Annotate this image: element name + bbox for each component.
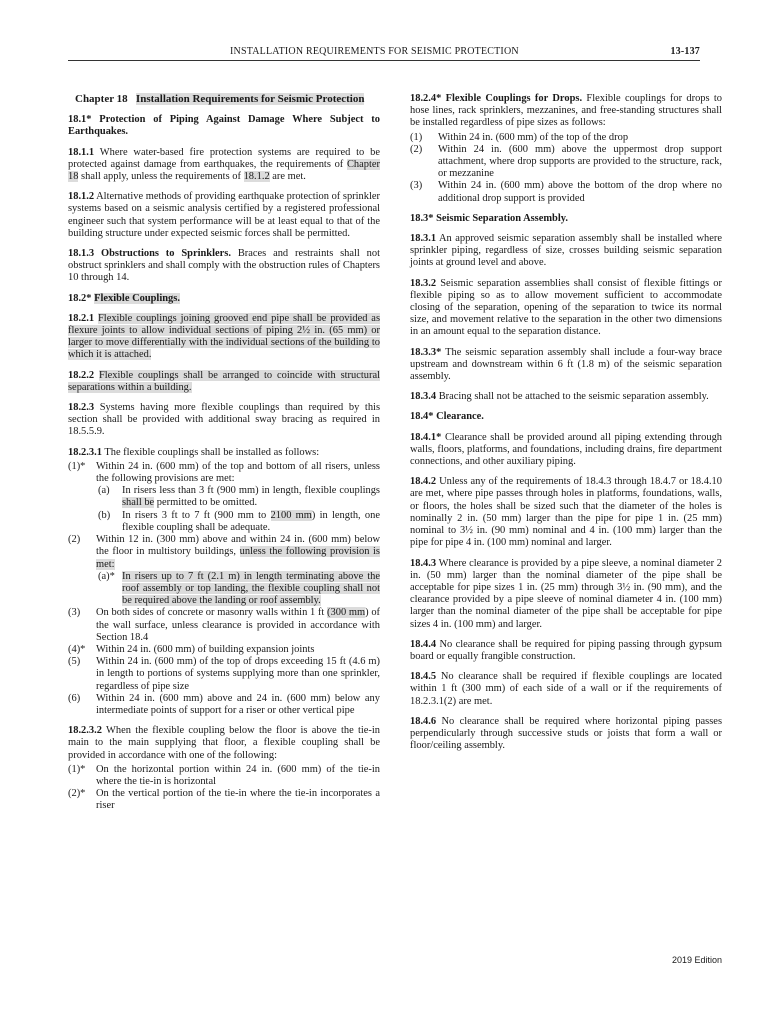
paragraph-18-1-1: [68, 147, 380, 184]
list-marker: (3): [410, 180, 423, 192]
paragraph-number: 18.3.1: [410, 233, 437, 245]
chapter-heading: [75, 93, 380, 105]
paragraph-text: When the flexible coupling below the floor is above the tie-in main to the main supplying that floor, a flexible coupling shall be provided in accordance with one of the following:: [68, 725, 381, 761]
highlighted-text: Flexible couplings shall be arranged to coincide with structural separations within a building.: [68, 369, 380, 393]
running-header: [68, 44, 700, 61]
section-18-3: [410, 213, 722, 225]
list-item-text: Within 24 in. (600 mm) above the uppermost drop support attachment, where drop supports are provided to the structure, rack, or mezzanine: [438, 143, 722, 180]
section-number: 18.1*: [68, 114, 92, 126]
section-title: Protection of Piping Against Damage Where Subject to Earthquakes.: [68, 114, 380, 138]
list-item-text: ) in length, one flexible coupling shall be adequate.: [122, 509, 380, 533]
paragraph-18-4-3: [410, 558, 722, 631]
paragraph-text: Systems having more flexible couplings than required by this section shall be provided with additional sway bracing as required in 18.5.5.9.: [68, 402, 381, 438]
list-item-text: Within 24 in. (600 mm) above the bottom of the drop where no additional drop support is provided: [438, 180, 722, 204]
list-marker: (5): [68, 656, 81, 668]
list-item-text: In risers less than 3 ft (900 mm) in length, flexible couplings: [122, 485, 380, 497]
paragraph-18-2-3: [68, 402, 380, 439]
list-item-text: Within 24 in. (600 mm) of building expansion joints: [96, 643, 315, 655]
paragraph-number: 18.4.2: [410, 476, 437, 488]
list-marker: (4)*: [68, 643, 86, 655]
paragraph-18-1-3: [68, 248, 380, 285]
list-subitem: [68, 485, 380, 509]
drop-coupling-list: [410, 132, 722, 205]
list-item-text: On the vertical portion of the tie-in where the tie-in incorporates a riser: [96, 788, 380, 812]
list-item-text: On the horizontal portion within 24 in. (600 mm) of the tie-in where the tie-in is horizontal: [96, 763, 380, 787]
running-title: INSTALLATION REQUIREMENTS FOR SEISMIC PROTECTION: [230, 46, 519, 57]
paragraph-number: 18.3.3*: [410, 346, 442, 358]
paragraph-text: Bracing shall not be attached to the seismic separation assembly.: [438, 391, 709, 403]
paragraph-text: Unless any of the requirements of 18.4.3 through 18.4.7 or 18.4.10 are met, where pipe passes through holes in platforms, foundations, walls, or floors, the holes shall be sized such that the diameter of the holes is nominally 2 in. (50 mm) larger than the pipe for pipe 1 in. (25 mm) nominal to 3½ in. (90 mm) nominal and 4 in. (100 mm) larger than the pipe for pipe 4 in. (100 mm) nominal and larger.: [410, 476, 722, 549]
cross-reference-link[interactable]: Chapter 18: [68, 158, 380, 183]
paragraph-text: No clearance shall be required if flexible couplings are located within 1 ft (300 mm) of each side of a wall or if the requirements of 18.2.3.1(2) are met.: [410, 671, 723, 707]
chapter-title: Installation Requirements for Seismic Protection: [135, 93, 365, 105]
tie-in-list: [68, 764, 380, 813]
list-item: [410, 180, 722, 204]
paragraph-number: 18.1.3: [68, 248, 95, 260]
section-number: 18.4*: [410, 411, 434, 423]
paragraph-text: Braces and restraints shall not obstruct sprinklers and shall comply with the obstruction rules of Chapters 10 through 14.: [68, 248, 381, 284]
paragraph-number: 18.2.3.2: [68, 725, 102, 737]
paragraph-18-3-1: [410, 233, 722, 270]
right-column: [410, 93, 722, 760]
list-marker: (b): [98, 509, 111, 521]
list-marker: (2): [410, 143, 423, 155]
highlighted-text: 2100 mm: [270, 509, 312, 521]
list-item-text: permitted to be omitted.: [154, 497, 258, 509]
list-item: [68, 461, 380, 485]
paragraph-text: are met.: [269, 171, 306, 183]
paragraph-text: Alternative methods of providing earthquake protection of sprinkler systems based on a seismic analysis certified by a registered professional engineer such that system performance will be at least equal to that of the building structure under expected seismic forces shall be permitted.: [68, 191, 380, 239]
paragraph-18-2-4: [410, 93, 722, 130]
paragraph-text: The flexible couplings shall be installed as follows:: [104, 446, 320, 458]
paragraph-text: No clearance shall be required where horizontal piping passes perpendicularly through successive studs or joists that form a wall or floor/ceiling assembly.: [410, 715, 722, 752]
paragraph-18-4-1: [410, 432, 722, 469]
list-marker: (2)*: [68, 788, 86, 800]
list-item: [68, 693, 380, 717]
list-item-text: Within 24 in. (600 mm) above and 24 in. (600 mm) below any intermediate points of support for a riser or other vertical pipe: [96, 692, 380, 716]
paragraph-number: 18.3.4: [410, 391, 437, 403]
list-item: [68, 534, 380, 571]
paragraph-18-4-4: [410, 639, 722, 663]
paragraph-text: Clearance shall be provided around all piping extending through walls, floors, platforms, and foundations, including drains, fire department connections, and other auxiliary piping.: [410, 431, 723, 468]
paragraph-18-2-2: [68, 370, 380, 394]
page-number: 13-137: [670, 46, 700, 57]
list-subitem: [68, 510, 380, 534]
highlighted-text: unless the following provision is met:: [96, 546, 380, 570]
paragraph-18-2-1: [68, 313, 380, 362]
paragraph-title: Obstructions to Sprinklers.: [100, 248, 231, 260]
paragraph-text: The seismic separation assembly shall include a four-way brace upstream and downstream within 6 ft (1.8 m) of the seismic separation assembly.: [410, 346, 723, 383]
paragraph-number: 18.4.6: [410, 715, 437, 727]
paragraph-text: Seismic separation assemblies shall consist of flexible fittings or flexible piping so as to allow movement sufficient to accommodate closing of the separation, opening of the separation to twice its normal size, and movement relative to the separation in the other two dimensions in an amount equal to the separation distance.: [410, 277, 723, 338]
highlighted-text: In risers up to 7 ft (2.1 m) in length terminating above the roof assembly or top landing, the flexible coupling shall not be required above the landing or roof assembly.: [122, 570, 380, 607]
list-item-text: On both sides of concrete or masonry walls within 1 ft: [96, 607, 328, 619]
list-item-text: ) of the wall surface, unless clearance is provided in accordance with Section 18.4: [96, 607, 381, 643]
list-marker: (6): [68, 692, 81, 704]
paragraph-text: shall apply, unless the requirements of: [78, 171, 244, 183]
paragraph-18-2-3-2: [68, 725, 380, 762]
list-item-text: Within 24 in. (600 mm) of the top and bottom of all risers, unless the following provisions are met:: [96, 460, 380, 485]
section-title: Seismic Separation Assembly.: [436, 212, 569, 224]
list-item-text: Within 24 in. (600 mm) of the top of drops exceeding 15 ft (4.6 m) in length to portions of systems supplying more than one sprinkler, regardless of pipe size: [96, 656, 380, 692]
section-18-1: [68, 114, 380, 138]
list-marker: (1): [410, 131, 423, 143]
paragraph-number: 18.2.3: [68, 402, 95, 414]
paragraph-number: 18.4.1*: [410, 431, 442, 443]
paragraph-text: Flexible couplings for drops to hose lines, rack sprinklers, mezzanines, and free-standing structures shall be installed regardless of pipe sizes as follows:: [410, 93, 723, 129]
paragraph-18-4-5: [410, 671, 722, 708]
section-title: Flexible Couplings.: [94, 292, 180, 304]
left-column: [68, 93, 380, 821]
section-18-2: [68, 293, 380, 305]
list-item: [68, 788, 380, 812]
section-18-4: [410, 411, 722, 423]
list-marker: (1)*: [68, 460, 86, 472]
coupling-location-list: [68, 461, 380, 717]
paragraph-title: Flexible Couplings for Drops.: [445, 93, 583, 104]
paragraph-number: 18.4.4: [410, 638, 437, 650]
paragraph-number: 18.3.2: [410, 277, 437, 289]
list-item-text: In risers 3 ft to 7 ft (900 mm to: [122, 509, 271, 521]
paragraph-number: 18.1.2: [68, 191, 95, 203]
list-marker: (2): [68, 534, 81, 546]
paragraph-text: An approved seismic separation assembly shall be installed where sprinkler piping, regardless of size, crosses building seismic separation joints at ground level and above.: [410, 233, 722, 269]
paragraph-number: 18.2.2: [68, 369, 95, 381]
paragraph-number: 18.4.5: [410, 671, 437, 683]
list-item: [68, 644, 380, 656]
edition-label: 2019 Edition: [671, 955, 722, 965]
paragraph-text: No clearance shall be required for piping passing through gypsum board or equally frangible construction.: [410, 638, 722, 662]
paragraph-number: 18.2.1: [68, 312, 95, 324]
list-item: [410, 144, 722, 181]
paragraph-text: Where water-based fire protection systems are required to be protected against damage from earthquakes, the requirements of: [68, 146, 380, 170]
paragraph-18-3-2: [410, 278, 722, 339]
list-marker: (a)*: [98, 570, 115, 582]
cross-reference-link[interactable]: 18.1.2: [243, 171, 270, 183]
paragraph-number: 18.4.3: [410, 557, 437, 569]
highlighted-text: shall be: [122, 497, 155, 509]
list-item: [68, 607, 380, 644]
highlighted-text: (300 mm: [327, 607, 366, 619]
chapter-label: Chapter 18: [75, 93, 128, 105]
list-item: [410, 132, 722, 144]
section-number: 18.3*: [410, 212, 434, 224]
list-item: [68, 656, 380, 693]
highlighted-text: Flexible couplings joining grooved end pipe shall be provided as flexure joints to allow individual sections of piping 2½ in. (65 mm) or larger to move differentially with the individual sections of the building to which it is attached.: [68, 312, 381, 361]
list-marker: (a): [98, 485, 110, 497]
paragraph-18-2-3-1: [68, 447, 380, 459]
paragraph-18-4-2: [410, 476, 722, 549]
list-subitem: [68, 571, 380, 608]
paragraph-18-4-6: [410, 716, 722, 753]
section-number: 18.2*: [68, 292, 92, 304]
list-marker: (1)*: [68, 763, 86, 775]
list-item-text: Within 24 in. (600 mm) of the top of the drop: [438, 131, 629, 143]
section-title: Clearance.: [436, 411, 484, 423]
list-marker: (3): [68, 607, 81, 619]
paragraph-number: 18.2.3.1: [68, 446, 102, 458]
paragraph-18-1-2: [68, 191, 380, 240]
list-item: [68, 764, 380, 788]
paragraph-text: Where clearance is provided by a pipe sleeve, a nominal diameter 2 in. (50 mm) larger than the nominal diameter of the pipe shall be acceptable for pipe sizes 1 in. (25 mm) through 3½ in. (90 mm), and the clearance provided by a pipe sleeve of nominal diameter 4 in. (100 mm) larger than the nominal diameter of the pipe shall be acceptable for pipe sizes 4 in. (100 mm) and larger.: [410, 557, 722, 630]
paragraph-number: 18.2.4*: [410, 93, 442, 104]
list-item-text: Within 12 in. (300 mm) above and within 24 in. (600 mm) below the floor in multistory buildings,: [96, 534, 380, 558]
paragraph-18-3-3: [410, 347, 722, 384]
paragraph-number: 18.1.1: [68, 146, 95, 158]
paragraph-18-3-4: [410, 391, 722, 403]
